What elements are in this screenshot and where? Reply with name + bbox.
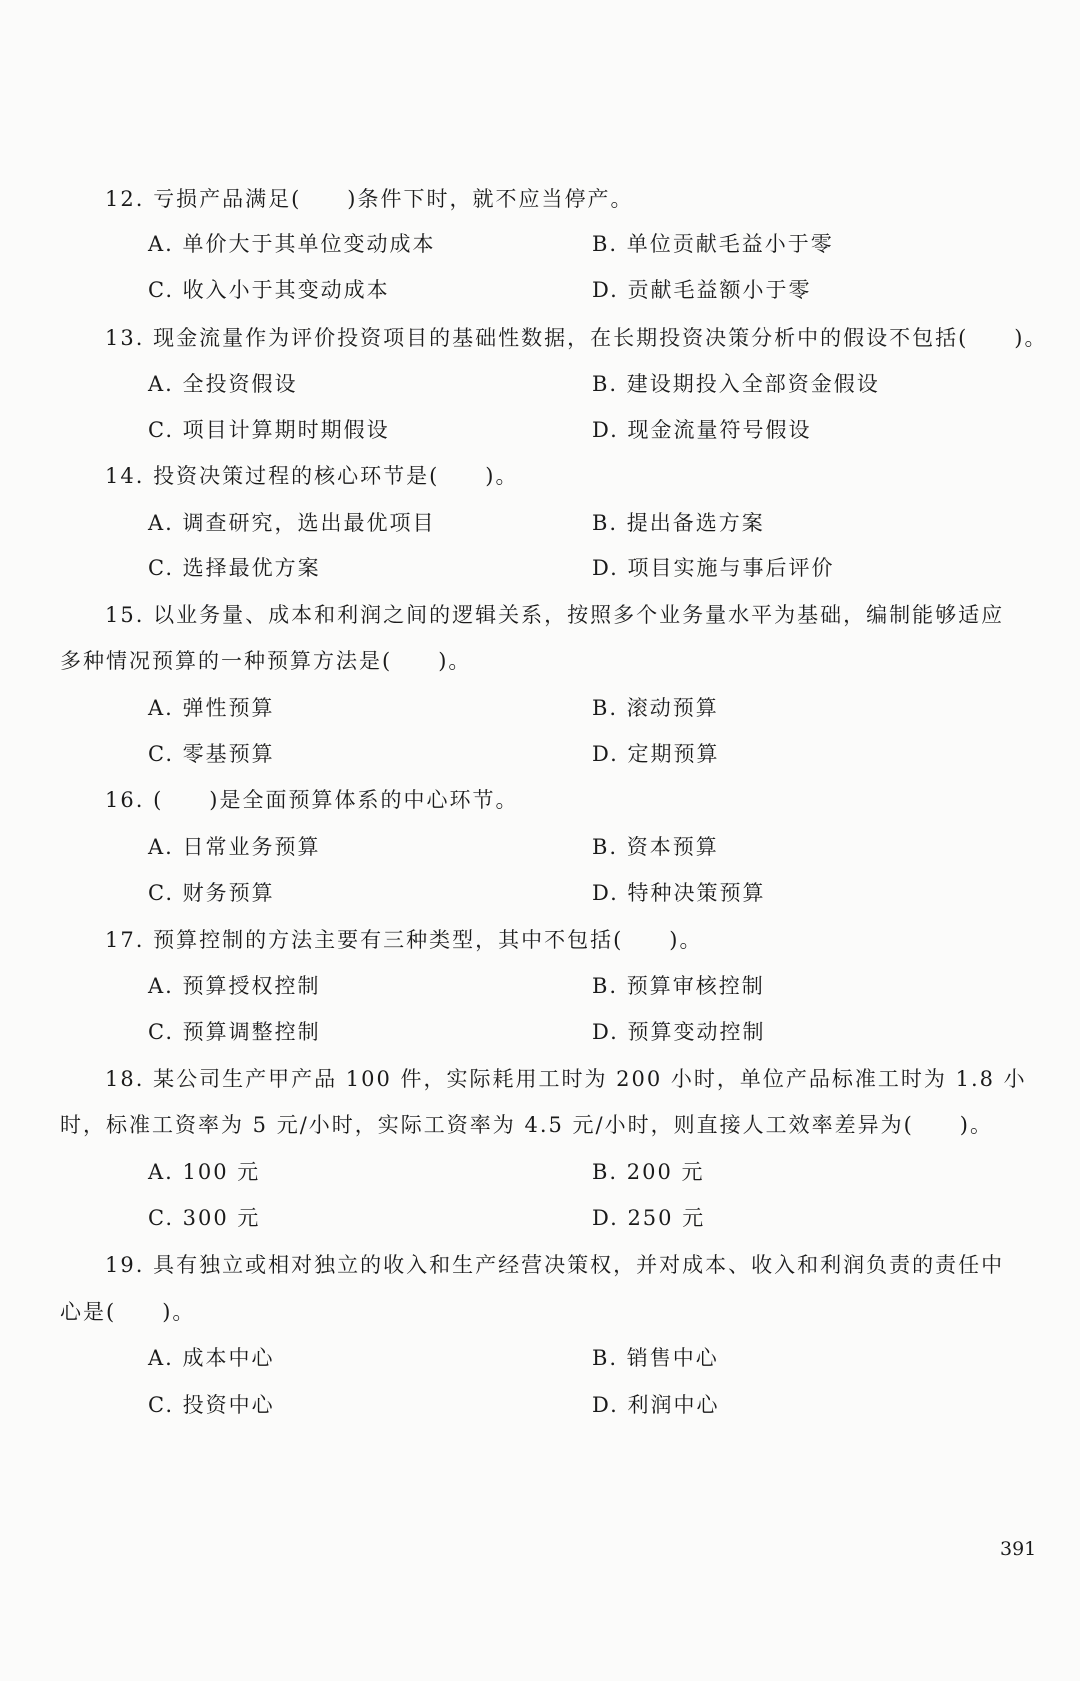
question-13-stem: 13. 现金流量作为评价投资项目的基础性数据，在长期投资决策分析中的假设不包括( )。 (105, 326, 1048, 350)
question-12-option-b: B. 单位贡献毛益小于零 (592, 232, 834, 256)
question-18-stem-line-2: 时，标准工资率为 5 元/小时，实际工资率为 4.5 元/小时，则直接人工效率差异为( )。 (60, 1113, 993, 1137)
question-17-option-c: C. 预算调整控制 (148, 1020, 321, 1044)
question-18-option-d: D. 250 元 (592, 1206, 706, 1230)
question-16-stem: 16. ( )是全面预算体系的中心环节。 (105, 788, 519, 812)
question-18-option-b: B. 200 元 (592, 1160, 705, 1184)
question-19-option-b: B. 销售中心 (592, 1346, 719, 1370)
question-12-option-c: C. 收入小于其变动成本 (148, 278, 390, 302)
question-19-option-a: A. 成本中心 (148, 1346, 275, 1370)
question-14-stem: 14. 投资决策过程的核心环节是( )。 (105, 464, 519, 488)
question-17-option-b: B. 预算审核控制 (592, 974, 765, 998)
question-18-stem-line-1: 18. 某公司生产甲产品 100 件，实际耗用工时为 200 小时，单位产品标准工时为 1.8 小 (105, 1067, 1027, 1091)
question-13-option-b: B. 建设期投入全部资金假设 (592, 372, 880, 396)
question-14-option-d: D. 项目实施与事后评价 (592, 556, 835, 580)
question-12-option-a: A. 单价大于其单位变动成本 (148, 232, 436, 256)
question-13-option-a: A. 全投资假设 (148, 372, 298, 396)
question-16-option-a: A. 日常业务预算 (148, 835, 321, 859)
question-17-option-d: D. 预算变动控制 (592, 1020, 766, 1044)
question-15-option-d: D. 定期预算 (592, 742, 720, 766)
question-14-option-c: C. 选择最优方案 (148, 556, 321, 580)
question-15-option-b: B. 滚动预算 (592, 696, 719, 720)
question-19-stem-line-1: 19. 具有独立或相对独立的收入和生产经营决策权，并对成本、收入和利润负责的责任中 (105, 1253, 1005, 1277)
question-14-option-a: A. 调查研究，选出最优项目 (148, 511, 436, 535)
question-15-stem-line-1: 15. 以业务量、成本和利润之间的逻辑关系，按照多个业务量水平为基础，编制能够适应 (105, 603, 1005, 627)
question-13-option-d: D. 现金流量符号假设 (592, 418, 812, 442)
question-17-option-a: A. 预算授权控制 (148, 974, 321, 998)
question-19-stem-line-2: 心是( )。 (60, 1300, 196, 1324)
question-16-option-d: D. 特种决策预算 (592, 881, 766, 905)
question-16-option-c: C. 财务预算 (148, 881, 275, 905)
question-15-option-c: C. 零基预算 (148, 742, 275, 766)
question-12-stem: 12. 亏损产品满足( )条件下时，就不应当停产。 (105, 187, 634, 211)
question-15-stem-line-2: 多种情况预算的一种预算方法是( )。 (60, 649, 472, 673)
page-number: 391 (1000, 1538, 1037, 1560)
question-15-option-a: A. 弹性预算 (148, 696, 275, 720)
question-16-option-b: B. 资本预算 (592, 835, 719, 859)
question-18-option-a: A. 100 元 (148, 1160, 261, 1184)
question-19-option-d: D. 利润中心 (592, 1393, 720, 1417)
question-19-option-c: C. 投资中心 (148, 1393, 275, 1417)
question-12-option-d: D. 贡献毛益额小于零 (592, 278, 812, 302)
question-13-option-c: C. 项目计算期时期假设 (148, 418, 390, 442)
question-18-option-c: C. 300 元 (148, 1206, 261, 1230)
question-14-option-b: B. 提出备选方案 (592, 511, 765, 535)
question-17-stem: 17. 预算控制的方法主要有三种类型，其中不包括( )。 (105, 928, 703, 952)
